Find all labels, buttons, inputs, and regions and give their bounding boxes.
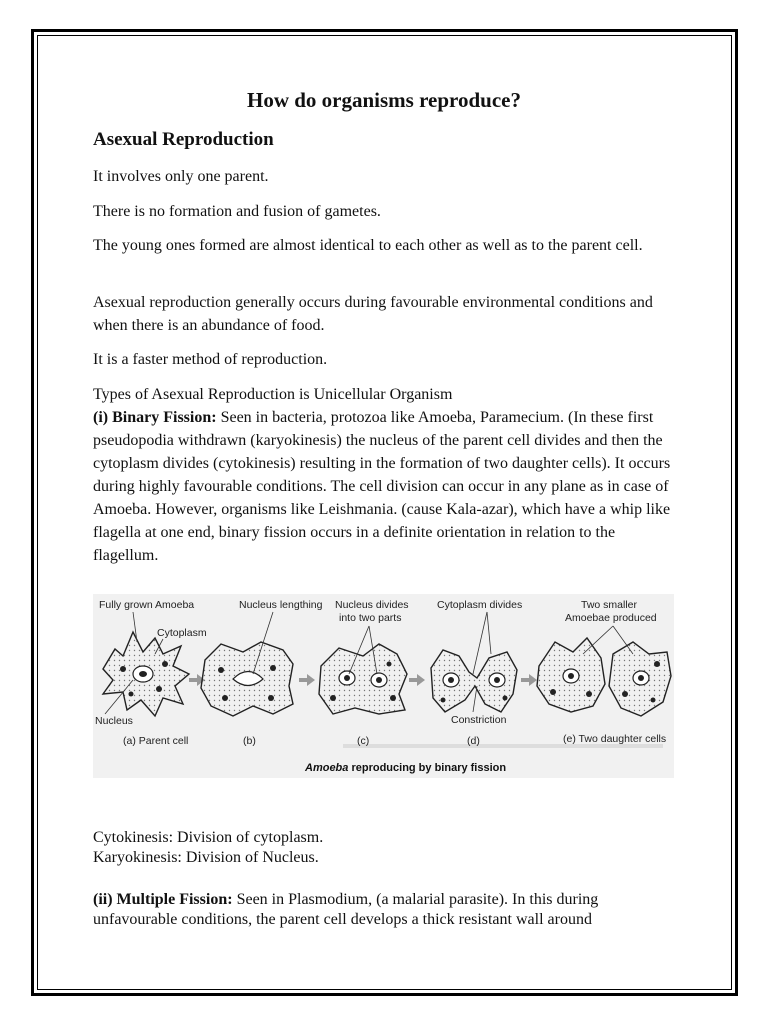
binary-fission-label: (i) Binary Fission: bbox=[93, 409, 217, 426]
label-cytoplasm: Cytoplasm bbox=[157, 627, 207, 639]
definitions-block bbox=[93, 828, 678, 868]
label-cytoplasm-divides: Cytoplasm divides bbox=[437, 599, 523, 611]
multiple-fission-block bbox=[93, 890, 678, 930]
definition-karyokinesis: Karyokinesis: Division of Nucleus. bbox=[93, 849, 319, 866]
label-nucleus-lengthing: Nucleus lengthing bbox=[239, 599, 323, 611]
label-amoebae-produced: Amoebae produced bbox=[565, 612, 657, 624]
label-into-two-parts: into two parts bbox=[339, 612, 402, 624]
multiple-fission-text: Seen in Plasmodium, (a malarial parasite). In this during unfavourable conditions, the parent cell develops a thick resistant wall around bbox=[93, 891, 599, 928]
amoeba-stage-d bbox=[431, 650, 517, 712]
figure-caption bbox=[304, 762, 506, 774]
binary-fission-text: Seen in bacteria, protozoa like Amoeba, Paramecium. (In these first pseudopodia withdrawn (karyokinesis) the nucleus of the parent cell divides and then the cytoplasm divides (cytokinesis) resulting in the formation of two daughter cells). It occurs during highly favourable conditions. The cell division can occur in any plane as in case of Amoeba. However, organisms like Leishmania. (cause Kala-azar), which have a whip like flagella at one end, binary fission occurs in a definite orientation in relation to the flagellum. bbox=[93, 409, 671, 564]
label-stage-b: (b) bbox=[243, 735, 256, 747]
paragraph-4: Asexual reproduction generally occurs during favourable environmental conditions and when there is an abundance of food. bbox=[93, 294, 653, 334]
multiple-fission-label: (ii) Multiple Fission: bbox=[93, 891, 233, 908]
section-heading: Asexual Reproduction bbox=[93, 129, 274, 150]
label-stage-d: (d) bbox=[467, 735, 480, 747]
label-two-smaller: Two smaller bbox=[581, 599, 638, 611]
label-nucleus: Nucleus bbox=[95, 715, 133, 727]
amoeba-stage-c bbox=[319, 644, 407, 714]
definition-cytokinesis: Cytokinesis: Division of cytoplasm. bbox=[93, 829, 324, 846]
page-title: How do organisms reproduce? bbox=[247, 88, 521, 112]
amoeba-binary-fission-figure bbox=[93, 594, 674, 778]
amoeba-daughter-cells bbox=[537, 638, 671, 716]
paragraph-5: It is a faster method of reproduction. bbox=[93, 351, 328, 368]
paragraph-3: The young ones formed are almost identical to each other as well as to the parent cell. bbox=[93, 237, 643, 254]
binary-fission-block bbox=[93, 383, 678, 567]
figure-caption-rest: reproducing by binary fission bbox=[348, 762, 507, 774]
figure-caption-italic: Amoeba bbox=[305, 762, 349, 774]
amoeba-parent-cell bbox=[103, 632, 189, 716]
types-heading: Types of Asexual Reproduction is Unicellular Organism bbox=[93, 386, 453, 403]
label-nucleus-divides: Nucleus divides bbox=[335, 599, 409, 611]
paragraph-2: There is no formation and fusion of gametes. bbox=[93, 203, 381, 220]
label-constriction: Constriction bbox=[451, 714, 507, 726]
label-stage-a: (a) Parent cell bbox=[123, 735, 189, 747]
paragraph-1: It involves only one parent. bbox=[93, 168, 269, 185]
label-stage-e: (e) Two daughter cells bbox=[563, 733, 667, 745]
label-stage-c: (c) bbox=[357, 735, 370, 747]
amoeba-stage-b bbox=[201, 642, 293, 716]
label-fully-grown-amoeba: Fully grown Amoeba bbox=[99, 599, 195, 611]
